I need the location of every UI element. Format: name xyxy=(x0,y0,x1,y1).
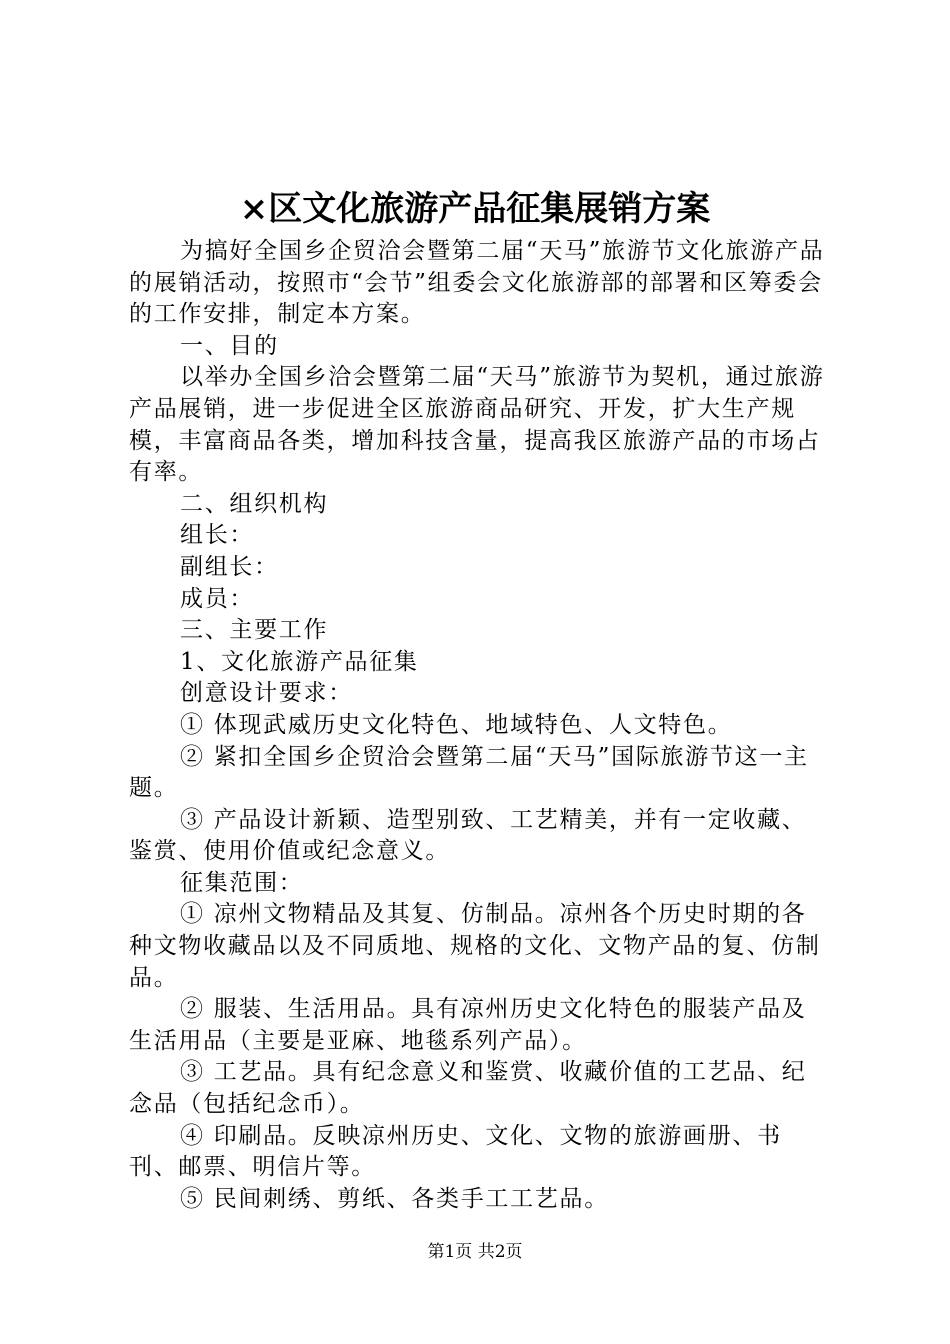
purpose-paragraph: 以举办全国乡洽会暨第二届“天马”旅游节为契机，通过旅游产品展销，进一步促进全区旅游商品研究、开发，扩大生产规模，丰富商品各类，增加科技含量，提高我区旅游产品的市场占有率。 xyxy=(129,364,825,486)
document-title: ×区文化旅游产品征集展销方案 xyxy=(239,189,711,229)
design-requirements-heading: 创意设计要求： xyxy=(180,680,353,707)
collection-scope-item: ③ 工艺品。具有纪念意义和鉴赏、收藏价值的工艺品、纪念品（包括纪念币）。 xyxy=(129,1059,807,1118)
members-line: 成员： xyxy=(180,585,255,612)
subsection-heading-collection: 1、文化旅游产品征集 xyxy=(180,648,419,675)
collection-scope-item: ② 服装、生活用品。具有凉州历史文化特色的服装产品及生活用品（主要是亚麻、地毯系列产品）。 xyxy=(129,996,807,1054)
section-heading-main-work: 三、主要工作 xyxy=(180,617,329,644)
collection-scope-item: ④ 印刷品。反映凉州历史、文化、文物的旅游画册、书刊、邮票、明信片等。 xyxy=(129,1122,782,1181)
collection-scope-item: ⑤ 民间刺绣、剪纸、各类手工工艺品。 xyxy=(180,1185,609,1212)
collection-scope-heading: 征集范围： xyxy=(180,869,304,896)
document-body xyxy=(129,236,829,1215)
design-requirement-item: ① 体现武威历史文化特色、地域特色、人文特色。 xyxy=(180,711,733,738)
section-heading-organization: 二、组织机构 xyxy=(180,490,329,517)
group-leader-line: 组长： xyxy=(180,522,255,549)
intro-paragraph: 为搞好全国乡企贸洽会暨第二届“天马”旅游节文化旅游产品的展销活动，按照市“会节”组委会文化旅游部的部署和区筹委会的工作安排，制定本方案。 xyxy=(129,238,825,328)
deputy-leader-line: 副组长： xyxy=(180,553,279,580)
page-number-footer: 第1页 共2页 xyxy=(427,1242,523,1262)
design-requirement-item: ② 紧扣全国乡企贸洽会暨第二届“天马”国际旅游节这一主题。 xyxy=(129,743,809,802)
section-heading-purpose: 一、目的 xyxy=(180,332,279,359)
collection-scope-item: ① 凉州文物精品及其复、仿制品。凉州各个历史时期的各种文物收藏品以及不同质地、规格的文化、文物产品的复、仿制品。 xyxy=(129,901,821,991)
design-requirement-item: ③ 产品设计新颖、造型别致、工艺精美，并有一定收藏、鉴赏、使用价值或纪念意义。 xyxy=(129,806,807,865)
